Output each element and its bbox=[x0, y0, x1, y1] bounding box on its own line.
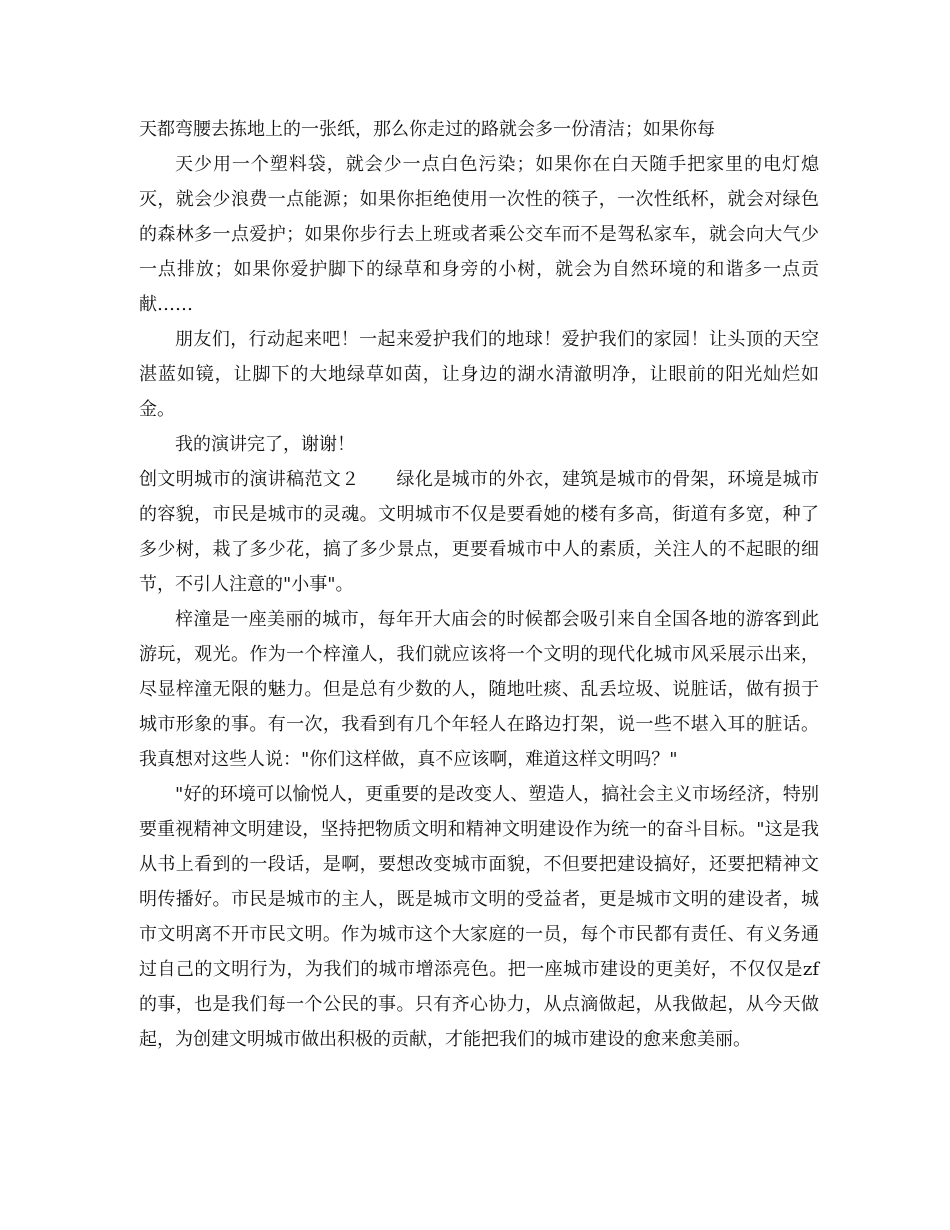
paragraph-continuation: 天都弯腰去拣地上的一张纸，那么你走过的路就会多一份清洁；如果你每 bbox=[139, 119, 715, 140]
document-body bbox=[139, 112, 819, 1057]
paragraph-spiritual-civilization: "好的环境可以愉悦人，更重要的是改变人、塑造人，搞社会主义市场经济，特别要重视精神文明建设，坚持把物质文明和精神文明建设作为统一的奋斗目标。"这是我从书上看到的一段话，是啊，要想改变城市面貌，不但要把建设搞好，还要把精神文明传播好。市民是城市的主人，既是城市文明的受益者，更是城市文明的建设者，城市文明离不开市民文明。作为城市这个大家庭的一员，每个市民都有责任、有义务通过自己的文明行为，为我们的城市增添亮色。把一座城市建设的更美好，不仅仅是zf的事，也是我们每一个公民的事。只有齐心协力，从点滴做起，从我做起，从今天做起，为创建文明城市做出积极的贡献，才能把我们的城市建设的愈来愈美丽。 bbox=[139, 784, 819, 1050]
paragraph-speech-2-intro: 创文明城市的演讲稿范文２ 绿化是城市的外衣，建筑是城市的骨架，环境是城市的容貌，市民是城市的灵魂。文明城市不仅是要看她的楼有多高，街道有多宽，种了多少树，栽了多少花，搞了多少景点，更要看城市中人的素质，关注人的不起眼的细节，不引人注意的"小事"。 bbox=[139, 469, 819, 595]
paragraph-zitong-city: 梓潼是一座美丽的城市，每年开大庙会的时候都会吸引来自全国各地的游客到此游玩，观光。作为一个梓潼人，我们就应该将一个文明的现代化城市风采展示出来，尽显梓潼无限的魅力。但是总有少数的人，随地吐痰、乱丢垃圾、说脏话，做有损于城市形象的事。有一次，我看到有几个年轻人在路边打架，说一些不堪入耳的脏话。我真想对这些人说："你们这样做，真不应该啊，难道这样文明吗？" bbox=[139, 609, 819, 770]
paragraph-environment-actions: 天少用一个塑料袋，就会少一点白色污染；如果你在白天随手把家里的电灯熄灭，就会少浪费一点能源；如果你拒绝使用一次性的筷子，一次性纸杯，就会对绿色的森林多一点爱护；如果你步行去上班或者乘公交车而不是驾私家车，就会向大气少一点排放；如果你爱护脚下的绿草和身旁的小树，就会为自然环境的和谐多一点贡献…… bbox=[139, 154, 819, 315]
paragraph-call-to-action: 朋友们，行动起来吧！一起来爱护我们的地球！爱护我们的家园！让头顶的天空湛蓝如镜，让脚下的大地绿草如茵，让身边的湖水清澈明净，让眼前的阳光灿烂如金。 bbox=[139, 329, 819, 420]
paragraph-closing-thanks: 我的演讲完了，谢谢！ bbox=[175, 434, 355, 455]
